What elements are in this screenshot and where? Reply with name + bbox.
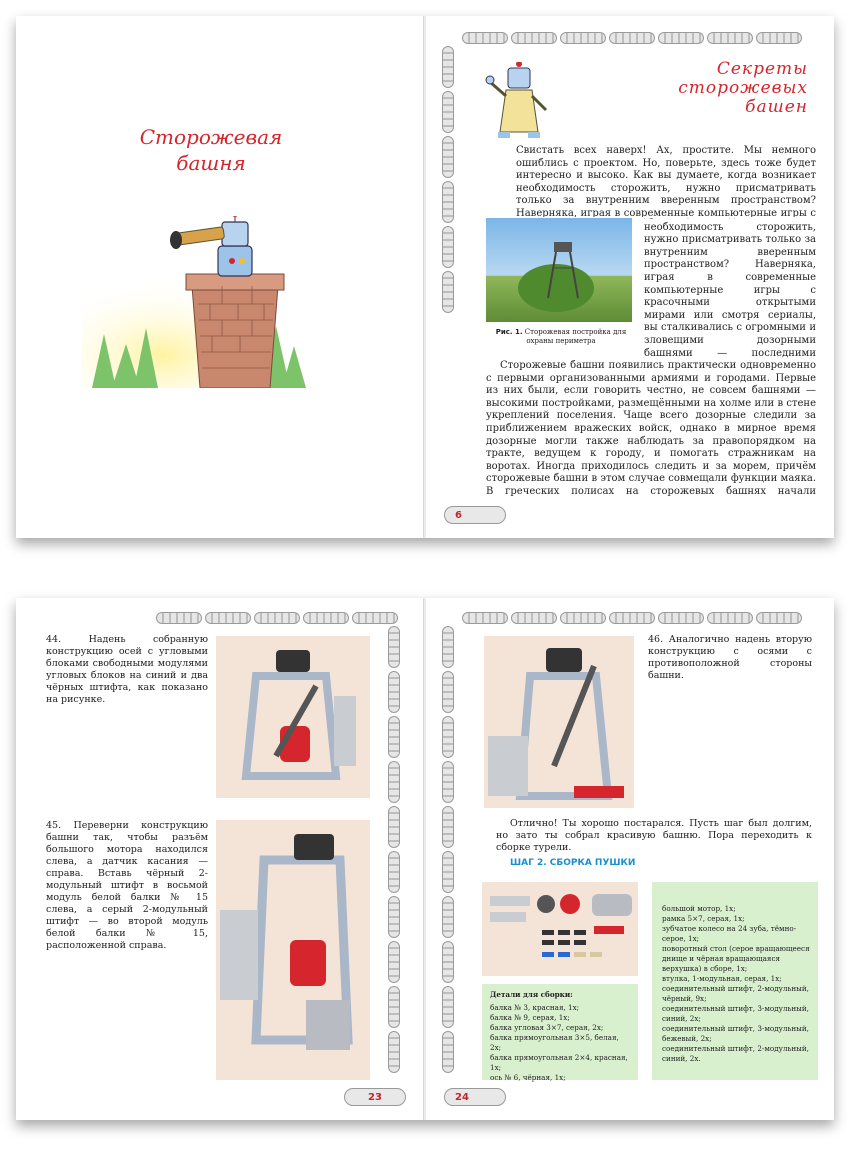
page-24 [426, 598, 834, 1120]
parts-item: балка № 3, красная, 1x; [490, 1003, 580, 1012]
step-heading: ШАГ 2. СБОРКА ПУШКИ [510, 858, 636, 868]
lego-parts [482, 882, 638, 976]
lego-tower-model-flipped [216, 820, 370, 1080]
parts-list-box-right [652, 882, 818, 1080]
decorative-chain-top [462, 612, 802, 624]
spread-bottom [16, 598, 834, 1120]
decorative-chain-side [442, 46, 454, 313]
robot-waving-illustration [484, 62, 556, 140]
step-44-photo [216, 636, 370, 798]
parts-photo [482, 882, 638, 976]
chapter-title: Сторожевая башня [139, 125, 283, 175]
lego-tower-model [216, 636, 370, 798]
parts-item: балка № 9, серая, 1x; [490, 1013, 570, 1022]
lego-tower-model-final [484, 636, 634, 808]
parts-item: соединительный штифт, 2-модульный, синий, 2x. [662, 1044, 809, 1063]
parts-item: ось № 6, чёрная, 1x; [490, 1073, 566, 1082]
step-45-photo [216, 820, 370, 1080]
parts-item: балка прямоугольная 3×5, белая, 2x; [490, 1033, 619, 1052]
section-title: Секреты сторожевых башен [678, 59, 808, 117]
parts-item: балка угловая 3×7, серая, 2x; [490, 1023, 604, 1032]
step-46-text: 46. Аналогично надень вторую конструкцию с осями с противоположной стороны башни. [648, 634, 812, 681]
page-number: 23 [344, 1088, 406, 1106]
step-46-photo [484, 636, 634, 808]
parts-list-box-left [482, 984, 638, 1080]
parts-title: Детали для сборки: [490, 990, 573, 999]
page-number: 24 [444, 1088, 506, 1106]
spread-top [16, 16, 834, 538]
decorative-chain-side [388, 626, 400, 1073]
intro-paragraph: Свистать всех наверх! Ах, простите. Мы немного ошиблись с проектом. Но, поверьте, здесь тоже будет интересно и высоко. Как вы думаете, когда возникает необходимость сторожить, нужно присматривать только за внутренним вверенным пространством? Наверняка, играя в современные компьютерные игры с [516, 145, 816, 217]
page-5 [16, 16, 424, 538]
decorative-chain-top [462, 32, 802, 44]
parts-item: балка прямоугольная 2×4, красная, 1x; [490, 1053, 628, 1072]
page-6 [426, 16, 834, 538]
parts-item: поворотный стол (серое вращающееся днище и чёрная вращающаяся верхушка) в сборе, 1x; [662, 944, 810, 973]
parts-item: соединительный штифт, 3-модульный, синий, 2x; [662, 1004, 809, 1023]
parts-item: соединительный штифт, 3-модульный, бежевый, 2x; [662, 1024, 809, 1043]
parts-item: втулка, 1-модульная, серая, 1x; [662, 974, 782, 983]
parts-item: большой мотор, 1x; [662, 904, 736, 913]
step-44-text: 44. Надень собранную конструкцию осей с угловыми блоками свободными модулями угловых блоков на синий и два чёрных штифта, как показано на рисунке. [46, 634, 208, 705]
page-number: 6 [444, 506, 506, 524]
decorative-chain-top [156, 612, 398, 624]
tower-photo-drawing [486, 218, 632, 322]
parts-item: рамка 5×7, серая, 1x; [662, 914, 745, 923]
history-paragraph: Сторожевые башни появились практически одновременно с первыми организованными армиями и городами. Первые из них были, если говорить честно, не совсем башнями — высокими постройками, размещёнными на холме или в стене укреплений поселения. Чаще всего дозорные следили за приближением вражеских войск, однако в мирное время дозорные могли также наблюдать за правопорядком на тракте, ведущем к городу, и помогать стражникам на воротах. Иногда приходилось следить и за морем, причём сторожевые башни в этом случае совмещали функции маяка. В греческих полисах на сторожевых башнях начали [486, 360, 816, 496]
robot-telescope-illustration [82, 216, 312, 388]
figure-caption: Рис. 1. Сторожевая постройка для охраны периметра [495, 328, 627, 345]
step-45-text: 45. Переверни конструкцию башни так, чтобы разъём большого мотора находился слева, а датчик касания — справа. Вставь чёрный 2-модульный штифт в восьмой модуль белой балки № 15 слева, а серый 2-модульный штифт — во второй модуль белой балки № 15, расположенной справа. [46, 820, 208, 951]
praise-text: Отлично! Ты хорошо постарался. Пусть шаг был долгим, но зато ты собрал красивую башню. Пора переходить к сборке турели. [496, 818, 812, 853]
page-23 [16, 598, 424, 1120]
decorative-chain-side [442, 626, 454, 1073]
tower-photo [486, 218, 632, 322]
intro-paragraph-continued: необходимость сторожить, нужно присматривать только за внутренним вверенным пространством? Наверняка, играя в современные компьютерные игры с красочными открытыми мирами или смотря сериалы, вы сталкивались с огромными и зловещими дозорными башнями — последними [644, 221, 816, 358]
parts-item: соединительный штифт, 2-модульный, чёрный, 9x; [662, 984, 809, 1003]
parts-item: зубчатое колесо на 24 зуба, тёмно-серое, 1x; [662, 924, 797, 943]
